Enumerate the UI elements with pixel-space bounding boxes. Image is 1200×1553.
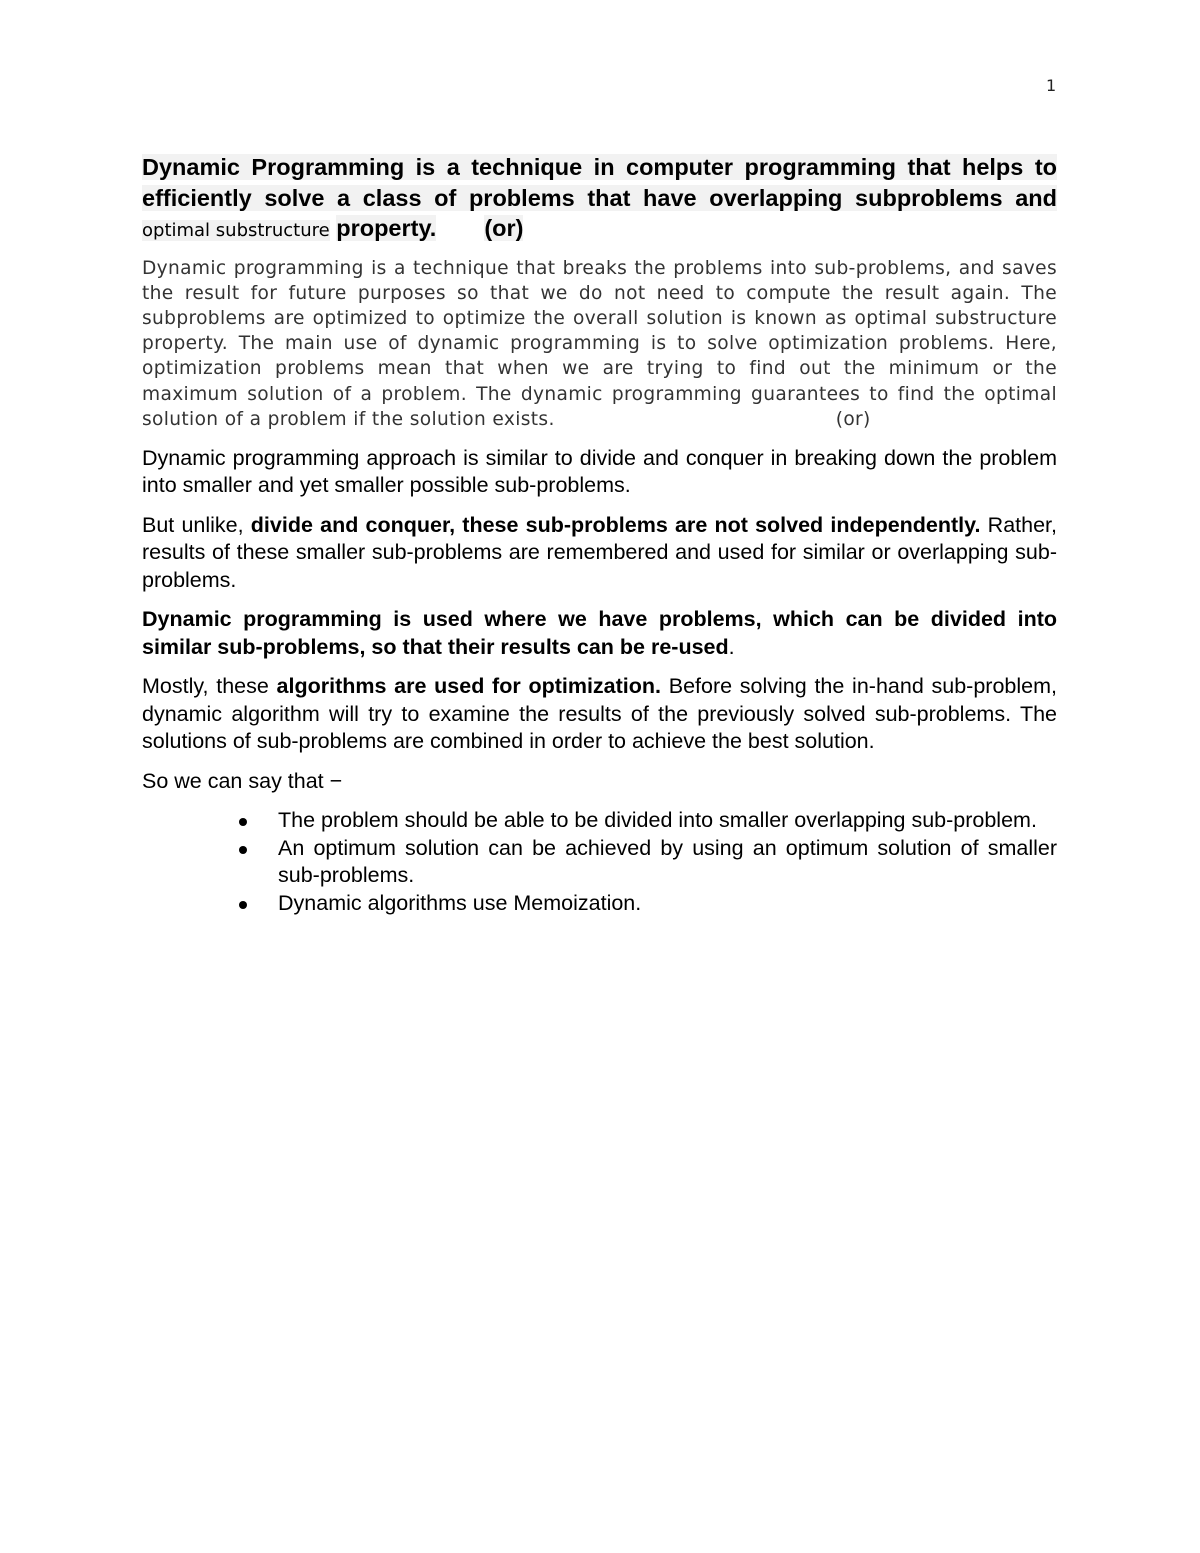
list-item-text: An optimum solution can be achieved by using an optimum solution of smaller sub-problems. [278, 835, 1057, 888]
definition-paragraph [142, 256, 1057, 432]
list-item [236, 807, 1057, 835]
paragraph-optimization-bold: algorithms are used for optimization. [276, 674, 662, 699]
paragraph-usage-end: . [728, 634, 735, 659]
list-item [236, 890, 1057, 918]
intro-text: Dynamic Programming is a technique in computer programming that helps to efficiently solve a class of problems that have overlapping subproblems and [142, 154, 1057, 211]
bullet-icon [239, 846, 247, 854]
intro-text-end: property. [336, 215, 437, 241]
bullet-icon [239, 901, 247, 909]
paragraph-optimization [142, 673, 1057, 756]
bullet-icon [239, 818, 247, 826]
paragraph-unlike-lead: But unlike, [142, 512, 251, 537]
intro-small-text: optimal substructure [142, 220, 330, 241]
paragraph-usage-bold: Dynamic programming is used where we have problems, which can be divided into similar sub-problems, so that their results can be re-used [142, 607, 1057, 659]
paragraph-optimization-rest: Before solving the in-hand sub-problem, dynamic algorithm will try to examine the results of the previously solved sub-problems. The solutions of sub-problems are combined in order to achieve the best solution. [142, 674, 1057, 754]
paragraph-summary-lead: So we can say that − [142, 768, 343, 793]
summary-list [142, 807, 1057, 917]
paragraph-unlike [142, 512, 1057, 595]
intro-paragraph [142, 152, 1057, 247]
list-item-text: Dynamic algorithms use Memoization. [278, 890, 642, 915]
paragraph-usage [142, 606, 1057, 661]
paragraph-approach: Dynamic programming approach is similar to divide and conquer in breaking down the problem into smaller and yet smaller possible sub-problems. [142, 445, 1057, 498]
list-item [236, 835, 1057, 890]
intro-or: (or) [484, 215, 524, 241]
paragraph-unlike-bold: divide and conquer, these sub-problems are not solved independently. [250, 512, 981, 537]
list-item-text: The problem should be able to be divided into smaller overlapping sub-problem. [278, 808, 1037, 833]
page-number: 1 [1046, 76, 1057, 95]
paragraph-optimization-lead: Mostly, these [142, 674, 277, 699]
paragraph-unlike-rest: Rather, results of these smaller sub-problems are remembered and used for similar or overlapping sub-problems. [142, 512, 1057, 592]
definition-text: Dynamic programming is a technique that breaks the problems into sub-problems, and saves the result for future purposes so that we do not need to compute the result again. The subproblems are optimized to optimize the overall solution is known as optimal substructure property. The main use of dynamic programming is to solve optimization problems. Here, optimization problems mean that when we are trying to find out the minimum or the maximum solution of a problem. The dynamic programming guarantees to find the optimal solution of a problem if the solution exists. [142, 257, 1057, 430]
definition-or: (or) [835, 408, 871, 430]
document-body [142, 152, 1057, 917]
